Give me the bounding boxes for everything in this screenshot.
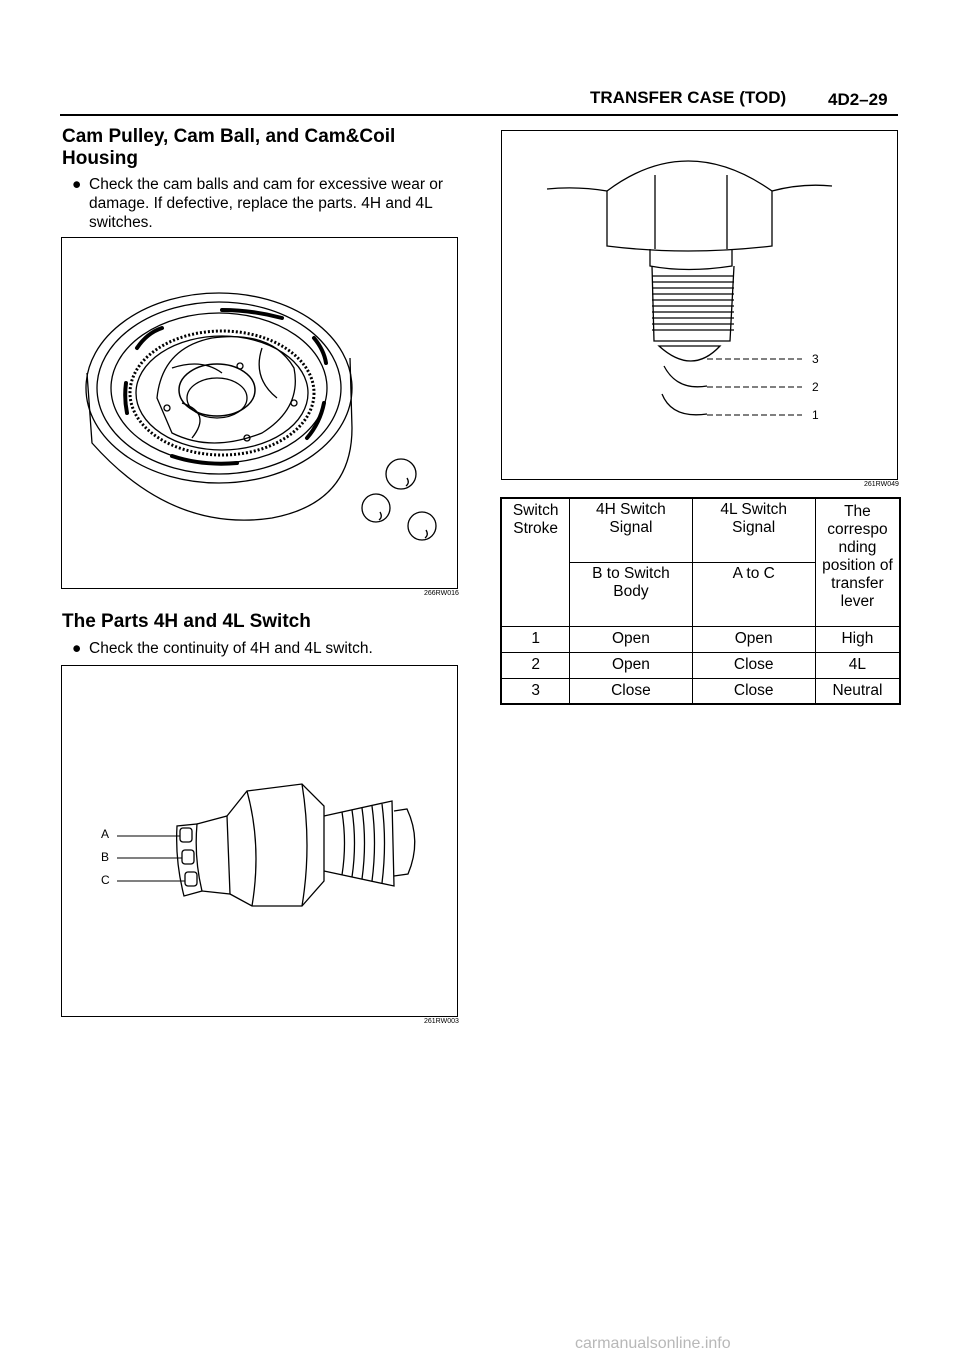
header-lever-position: The correspo nding position of transfer lever (815, 498, 900, 626)
header-4h-signal: 4H Switch Signal (570, 498, 692, 562)
header-a-to-c: A to C (692, 562, 815, 626)
switch-check-bullet (72, 639, 472, 658)
header-rule (60, 114, 898, 116)
switch-figure (61, 665, 458, 1017)
table-cell: High (815, 626, 900, 652)
table-cell: Open (570, 626, 692, 652)
table-cell: 2 (501, 652, 570, 678)
table-cell: 4L (815, 652, 900, 678)
table-cell: 3 (501, 678, 570, 704)
table-cell: Close (570, 678, 692, 704)
header-switch-stroke: Switch Stroke (501, 498, 570, 626)
heading-line: Housing (62, 148, 138, 169)
stroke-label-1: 1 (812, 408, 819, 422)
table-row (501, 678, 900, 704)
table-row (501, 652, 900, 678)
cam-pulley-illustration (62, 238, 457, 588)
terminal-label-c: C (101, 873, 110, 887)
switch-stroke-illustration (502, 131, 897, 479)
table-cell: Close (692, 652, 815, 678)
cam-pulley-heading (62, 126, 395, 170)
bullet-line: damage. If defective, replace the parts. 4H and 4L (89, 195, 433, 212)
heading-line: Cam Pulley, Cam Ball, and Cam&Coil (62, 126, 396, 147)
table-cell: Neutral (815, 678, 900, 704)
table-cell: Open (570, 652, 692, 678)
section-title: TRANSFER CASE (TOD) (590, 88, 787, 107)
stroke-label-2: 2 (812, 380, 819, 394)
cam-pulley-figure (61, 237, 458, 589)
figure-code: 266RW016 (424, 590, 459, 597)
bullet-icon: ● (72, 176, 82, 193)
switch-stroke-figure (501, 130, 898, 480)
bullet-line: Check the continuity of 4H and 4L switch. (89, 640, 373, 657)
terminal-label-b: B (101, 850, 110, 864)
bullet-line: Check the cam balls and cam for excessive wear or (89, 176, 444, 193)
header-b-to-body: B to Switch Body (570, 562, 692, 626)
terminal-label-a: A (101, 827, 110, 841)
switch-heading: The Parts 4H and 4L Switch (62, 611, 311, 632)
switch-signal-table (500, 497, 901, 705)
table-cell: Open (692, 626, 815, 652)
cam-check-bullet (72, 175, 472, 232)
figure-code: 261RW049 (864, 481, 899, 488)
page-number: 4D2–29 (828, 90, 888, 109)
header-4l-signal: 4L Switch Signal (692, 498, 815, 562)
table-cell: Close (692, 678, 815, 704)
bullet-line: switches. (89, 214, 153, 231)
bullet-icon: ● (72, 640, 82, 657)
table-row (501, 626, 900, 652)
figure-code: 261RW003 (424, 1018, 459, 1025)
watermark-text: carmanualsonline.info (575, 1335, 731, 1352)
stroke-label-3: 3 (812, 352, 819, 366)
table-cell: 1 (501, 626, 570, 652)
switch-illustration (62, 666, 457, 1016)
